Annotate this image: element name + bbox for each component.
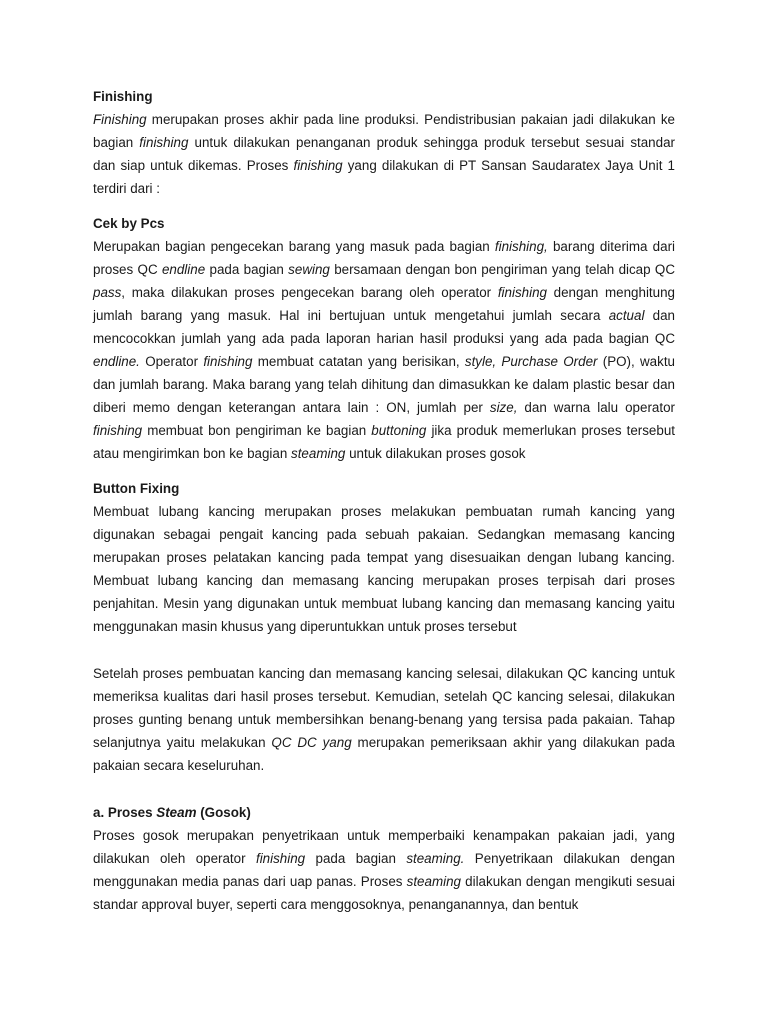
paragraph-cek-by-pcs: Merupakan bagian pengecekan barang yang masuk pada bagian finishing, barang diterima dari proses QC endline pada bagian sewing bersamaan dengan bon pengiriman yang telah dicap QC pass, maka dilakukan proses pengecekan barang oleh operator finishing dengan menghitung jumlah barang yang masuk. Hal ini bertujuan untuk mengetahui jumlah secara actual dan mencocokkan jumlah yang ada pada laporan harian hasil produksi yang ada pada bagian QC endline. Operator finishing membuat catatan yang berisikan, style, Purchase Order (PO), waktu dan jumlah barang. Maka barang yang telah dihitung dan dimasukkan ke dalam plastic besar dan diberi memo dengan keterangan antara lain : ON, jumlah per size, dan warna lalu operator finishing membuat bon pengiriman ke bagian buttoning jika produk memerlukan proses tersebut atau mengirimkan bon ke bagian steaming untuk dilakukan proses gosok bbox=[93, 239, 676, 461]
paragraph-finishing-intro: Finishing merupakan proses akhir pada line produksi. Pendistribusian pakaian jadi dilakukan ke bagian finishing untuk dilakukan penanganan produk sehingga produk tersebut sesuai standar dan siap untuk dikemas. Proses finishing yang dilakukan di PT Sansan Saudaratex Jaya Unit 1 terdiri dari : bbox=[93, 112, 675, 196]
paragraph-button-fixing-1: Membuat lubang kancing merupakan proses melakukan pembuatan rumah kancing yang digunakan sebagai pengait kancing pada sebuah pakaian. Sedangkan memasang kancing merupakan proses pelatakan kancing pada tempat yang disesuaikan dengan lubang kancing. Membuat lubang kancing dan memasang kancing merupakan proses terpisah dari proses penjahitan. Mesin yang digunakan untuk membuat lubang kancing dan memasang kancing yaitu menggunakan masin khusus yang diperuntukkan untuk proses tersebut bbox=[93, 504, 675, 634]
section-heading-button-fixing: Button Fixing bbox=[93, 481, 180, 496]
paragraph-proses-steam: Proses gosok merupakan penyetrikaan untuk memperbaiki kenampakan pakaian jadi, yang dilakukan oleh operator finishing pada bagian steaming. Penyetrikaan dilakukan dengan menggunakan media panas dari uap panas. Proses steaming dilakukan dengan mengikuti sesuai standar approval buyer, seperti cara menggosoknya, penanganannya, dan bentuk bbox=[93, 828, 675, 912]
section-heading-finishing: Finishing bbox=[93, 89, 153, 104]
paragraph-button-fixing-2: Setelah proses pembuatan kancing dan memasang kancing selesai, dilakukan QC kancing untuk memeriksa kualitas dari hasil proses tersebut. Kemudian, setelah QC kancing selesai, dilakukan proses gunting benang untuk membersihkan benang-benang yang tersisa pada pakaian. Tahap selanjutnya yaitu melakukan QC DC yang merupakan pemeriksaan akhir yang dilakukan pada pakaian secara keseluruhan. bbox=[93, 666, 676, 773]
section-finishing bbox=[93, 85, 675, 200]
section-proses-steam bbox=[93, 801, 675, 916]
document-page bbox=[93, 85, 675, 916]
section-button-fixing bbox=[93, 477, 675, 777]
section-heading-proses-steam: a. Proses Steam (Gosok) bbox=[93, 805, 251, 820]
section-cek-by-pcs bbox=[93, 212, 675, 465]
section-heading-cek-by-pcs: Cek by Pcs bbox=[93, 216, 165, 231]
